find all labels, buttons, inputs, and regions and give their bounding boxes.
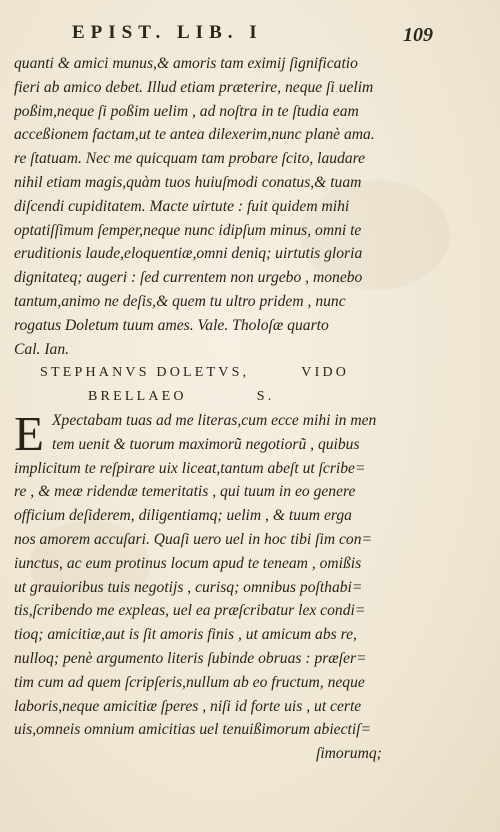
dropcap-paragraph [14, 405, 444, 461]
letter-heading-line-2 [14, 385, 444, 409]
letter-heading-line-1 [14, 361, 444, 385]
text-line: fieri ab amico debet. Illud etiam præterire, neque ſi uelim [14, 78, 374, 96]
text-line: implicitum te reſpirare uix liceat,tantum abeſt ut ſcribe= [14, 459, 366, 477]
text-line: tim cum ad quem ſcripſeris,nullum ab eo fructum, neque [14, 673, 365, 691]
running-title: EPIST. LIB. I [72, 22, 263, 43]
text-line: dignitateq; augeri : ſed currentem non urgebo , monebo [14, 269, 363, 287]
text-line: tem uenit & tuorum maximorũ negotiorũ , quibus [52, 435, 360, 453]
text-line: laboris,neque amicitiæ ſperes , niſi id forte uis , ut certe [14, 697, 362, 715]
text-line: ut grauioribus tuis negotijs , curisq; omnibus poſthabi= [14, 578, 363, 596]
page-number: 109 [403, 24, 433, 46]
heading-recipient-last: BRELLAEO [88, 389, 187, 405]
text-line: uis,omneis omnium amicitias uel tenuißimorum abiectiſ= [14, 721, 372, 739]
text-line: rogatus Doletum tuum ames. Vale. Tholoſæ quarto [14, 316, 329, 334]
text-line: tis,ſcribendo me expleas, uel ea præſcribatur lex condi= [14, 602, 366, 620]
text-line: iunctus, ac eum protinus locum apud te teneam , omißis [14, 554, 362, 572]
heading-salutation: S. [256, 389, 275, 405]
text-line: quanti & amici munus,& amoris tam eximij ſignificatio [14, 55, 358, 72]
text-line: nulloq; penè argumento literis ſubinde obruas : præſer= [14, 649, 367, 667]
text-line: tantum,animo ne deſis,& quem tu ultro pridem , nunc [14, 292, 346, 310]
drop-cap: E [14, 405, 44, 461]
letter-text [14, 52, 444, 766]
text-line: officium deſiderem, diligentiamq; uelim , & tuum erga [14, 507, 352, 525]
catchword-line: ſimorumq; [316, 745, 382, 763]
text-line: Xpectabam tuas ad me literas,cum ecce mihi in men [52, 411, 377, 429]
text-line: nihil etiam magis,quàm tuos huiuſmodi conatus,& tuam [14, 173, 362, 191]
text-line: acceßionem factam,ut te antea dilexerim,nunc planè ama. [14, 126, 375, 144]
heading-recipient-first: VIDO [301, 365, 350, 381]
heading-sender: STEPHANVS DOLETVS, [40, 365, 250, 381]
text-line: re , & meæ ridendæ temeritatis , qui tuum in eo genere [14, 483, 356, 501]
closing-date: Cal. Ian. [14, 340, 70, 358]
text-line: tioq; amicitiæ,aut is ſit amoris finis , ut amicum abs re, [14, 626, 357, 644]
text-line: optatiſſimum ſemper,neque nunc idipſum minus, omni te [14, 221, 362, 239]
text-line: diſcendi cupiditatem. Macte uirtute : fuit quidem mihi [14, 197, 350, 215]
text-line: eruditionis laude,eloquentiæ,omni deniq; uirtutis gloria [14, 245, 363, 263]
text-line: re ſtatuam. Nec me quicquam tam probare ſcito, laudare [14, 150, 366, 168]
text-line: poßim,neque ſi poßim uelim , ad noſtra in te ſtudia eam [14, 102, 359, 120]
text-line: nos amorem accuſari. Quaſi uero uel in hoc tibi ſim con= [14, 530, 373, 548]
